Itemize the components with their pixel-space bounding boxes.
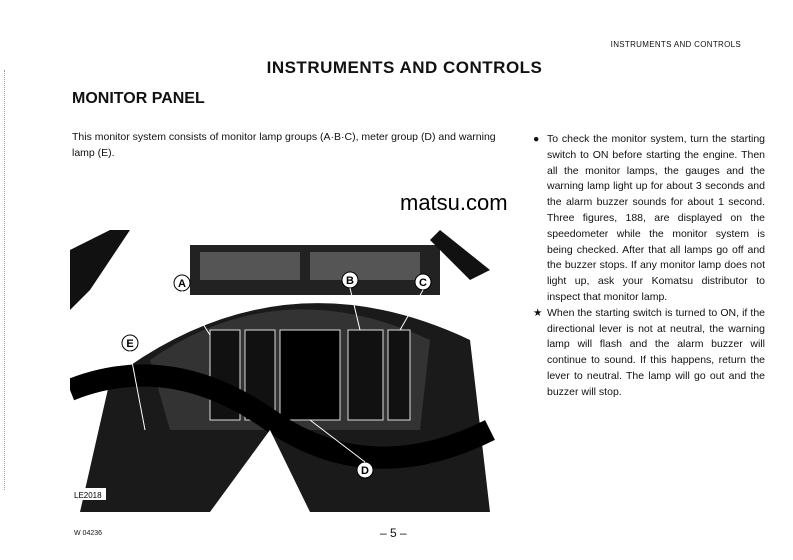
monitor-panel-photo <box>70 230 500 512</box>
section-title: MONITOR PANEL <box>72 90 205 107</box>
document-code: W 04236 <box>74 530 103 537</box>
note-text: To check the monitor system, turn the starting switch to ON before starting the engine. Then all the monitor lamps, the gauges and the warning lamp light up for about 3 seconds and the alarm buzzer sounds for about 1 second. Three figures, 188, are displayed on the speedometer while the monitor system is being checked. After that all lamps go off and the buzzer stops. If any monitor lamp does not light up, ask your Komatsu distributor to inspect that monitor lamp. <box>547 133 765 303</box>
label-e: E <box>126 338 134 350</box>
scan-margin <box>4 70 7 490</box>
note-text: When the starting switch is turned to ON, if the directional lever is not at neutral, the warning lamp will flash and the alarm buzzer will continue to sound. If this happens, return the lever to neutral. The lamp will go out and the buzzer will stop. <box>547 306 765 398</box>
note-warning <box>533 306 765 401</box>
bullet-icon: ● <box>533 133 540 145</box>
figure-id: LE2018 <box>74 491 102 500</box>
star-icon: ★ <box>533 306 543 319</box>
label-b: B <box>346 275 354 287</box>
label-c: C <box>419 277 427 289</box>
note-check <box>533 132 765 306</box>
intro-text: This monitor system consists of monitor lamp groups (A·B·C), meter group (D) and warning lamp (E). <box>72 131 496 159</box>
page-number: – 5 – <box>380 526 407 540</box>
notes-column <box>533 132 765 401</box>
label-d: D <box>361 465 369 477</box>
page-title: INSTRUMENTS AND CONTROLS <box>266 58 543 77</box>
running-header: INSTRUMENTS AND CONTROLS <box>610 40 741 49</box>
watermark: matsu.com <box>400 190 508 215</box>
label-a: A <box>178 278 186 290</box>
